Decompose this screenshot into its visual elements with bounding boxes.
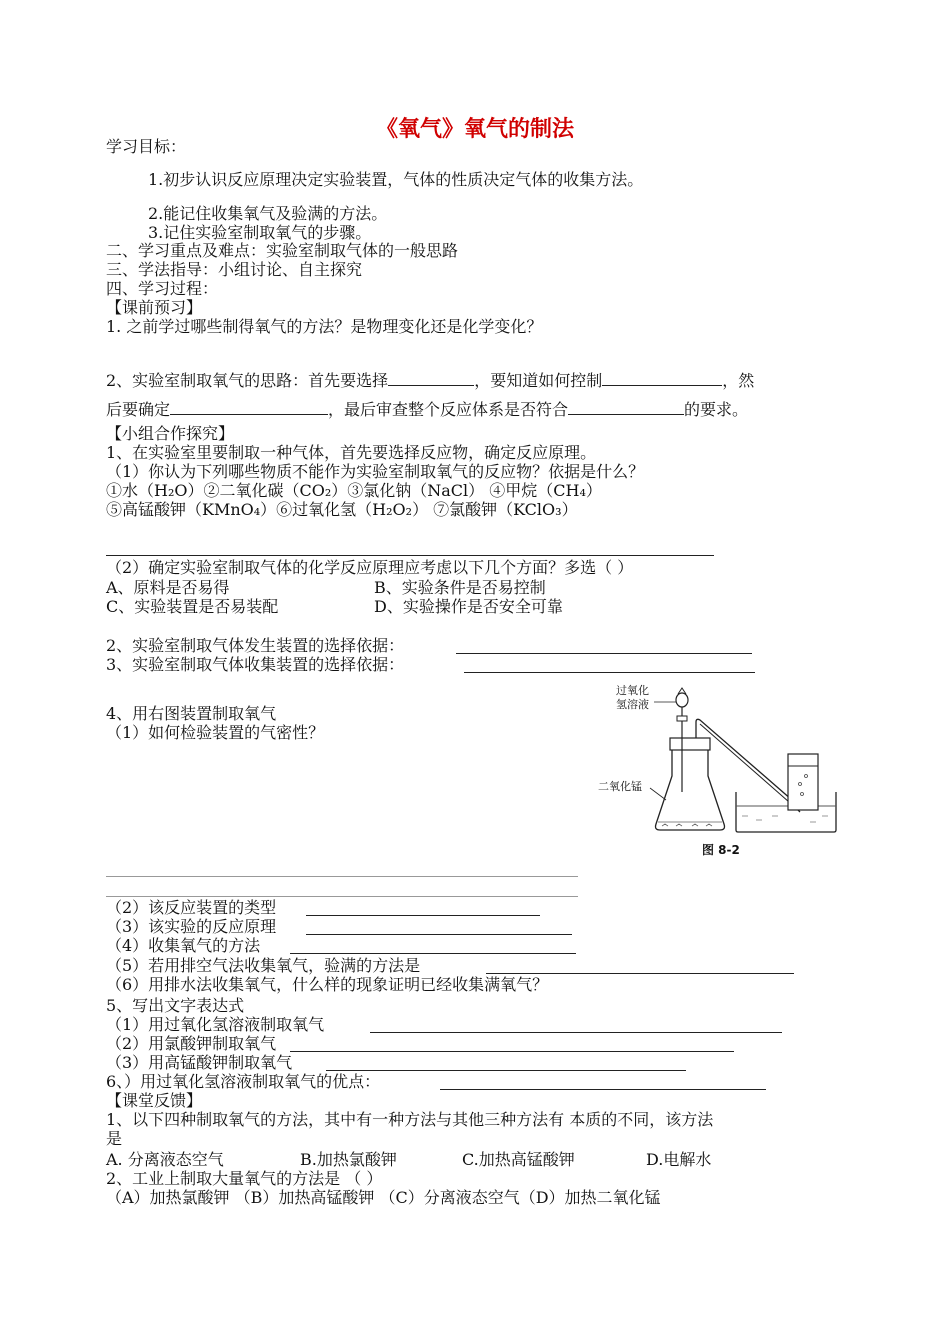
group-question-4-6: （6）用排水法收集氧气，什么样的现象证明已经收集满氧气？ [106,975,549,994]
group-question-3: 3、实验室制取气体收集装置的选择依据： [106,655,405,674]
substances-line-2: ⑤高锰酸钾（KMnO₄）⑥过氧化氢（H₂O₂） ⑦氯酸钾（KClO₃） [106,500,578,519]
group-question-4-5: （5）若用排空气法收集氧气，验满的方法是 [106,956,421,975]
answer-blank[interactable] [388,370,474,386]
option-b: B、实验条件是否易控制 [374,578,546,597]
feedback-question-1-line-2: 是 [106,1129,123,1148]
page-title: 《氧气》氧气的制法 [375,117,574,142]
group-question-1-2: （2）确定实验室制取气体的化学反应原理应考虑以下几个方面？多选（ ） [106,558,634,577]
group-question-5-3: （3）用高锰酸钾制取氧气 [106,1053,293,1072]
label-hydrogen-peroxide-2: 氢溶液 [616,698,649,711]
feedback-question-2: 2、工业上制取大量氧气的方法是 （ ） [106,1169,383,1188]
group-question-2: 2、实验室制取气体发生装置的选择依据： [106,636,405,655]
option-c: C、实验装置是否易装配 [106,597,279,616]
collection-bottle [788,754,818,810]
group-question-5-2: （2）用氯酸钾制取氧气 [106,1034,277,1053]
q2-text-a1: 2、实验室制取氧气的思路：首先要选择 [106,371,389,390]
group-heading: 【小组合作探究】 [106,424,235,443]
apparatus-figure [596,680,846,858]
q2-text-a3: ，然 [722,371,755,390]
answer-line[interactable] [464,672,755,673]
answer-line[interactable] [106,555,714,556]
conical-flask [656,750,725,830]
objective-1: 1.初步认识反应原理决定实验装置，气体的性质决定气体的收集方法。 [148,170,644,189]
feedback-option-c: C.加热高锰酸钾 [462,1150,575,1169]
group-question-4-2: （2）该反应装置的类型 [106,898,277,917]
stopcock [677,716,687,721]
answer-blank[interactable] [602,370,722,386]
preview-question-2-line-1 [106,370,754,390]
group-question-4-1: （1）如何检验装置的气密性？ [106,723,325,742]
feedback-heading: 【课堂反馈】 [106,1091,203,1110]
objective-2: 2.能记住收集氧气及验满的方法。 [148,204,388,223]
option-a: A、原料是否易得 [106,578,230,597]
group-question-6: 6、）用过氧化氢溶液制取氧气的优点： [106,1072,381,1091]
feedback-option-d: D.电解水 [646,1150,712,1169]
q2-text-b2: ，最后审查整个反应体系是否符合 [328,400,569,419]
answer-line[interactable] [440,1089,766,1090]
group-question-5: 5、写出文字表达式 [106,996,245,1015]
feedback-option-b: B.加热氯酸钾 [300,1150,397,1169]
preview-heading: 【课前预习】 [106,298,203,317]
method-line: 三、学法指导：小组讨论、自主探究 [106,260,363,279]
objective-3: 3.记住实验室制取氧气的步骤。 [148,223,372,242]
label-manganese-dioxide: 二氧化锰 [598,780,642,793]
group-question-5-1: （1）用过氧化氢溶液制取氧气 [106,1015,325,1034]
answer-line[interactable] [306,915,540,916]
feedback-question-2-options: （A）加热氯酸钾 （B）加热高锰酸钾 （C）分离液态空气（D）加热二氧化锰 [106,1188,661,1207]
objectives-heading: 学习目标： [106,137,187,156]
answer-line[interactable] [370,1032,782,1033]
q2-text-b3: 的要求。 [684,400,749,419]
rubber-stopper [670,738,710,750]
key-points-line: 二、学习重点及难点：实验室制取气体的一般思路 [106,241,459,260]
group-question-1: 1、在实验室里要制取一种气体，首先要选择反应物，确定反应原理。 [106,443,597,462]
answer-line[interactable] [486,973,794,974]
answer-line[interactable] [290,1051,734,1052]
group-question-4-3: （3）该实验的反应原理 [106,917,277,936]
group-question-1-1: （1）你认为下列哪些物质不能作为实验室制取氧气的反应物？依据是什么？ [106,462,645,481]
group-question-4-4: （4）收集氧气的方法 [106,936,261,955]
q2-text-a2: ，要知道如何控制 [474,371,603,390]
answer-blank[interactable] [568,399,684,415]
group-question-4: 4、用右图装置制取氧气 [106,704,277,723]
separatory-funnel-bulb [676,693,688,707]
answer-line[interactable] [326,1070,686,1071]
label-hydrogen-peroxide-1: 过氧化 [616,684,649,697]
process-line: 四、学习过程： [106,279,219,298]
figure-caption: 图 8-2 [702,843,740,857]
answer-line[interactable] [106,876,578,877]
feedback-option-a: A. 分离液态空气 [106,1150,224,1169]
option-d: D、实验操作是否安全可靠 [374,597,563,616]
q2-text-b1: 后要确定 [106,400,171,419]
preview-question-1: 1. 之前学过哪些制得氧气的方法？是物理变化还是化学变化？ [106,317,543,336]
preview-question-2-line-2 [106,399,748,419]
answer-blank[interactable] [170,399,328,415]
feedback-question-1-line-1: 1、以下四种制取氧气的方法，其中有一种方法与其他三种方法有 本质的不同，该方法 [106,1110,714,1129]
answer-line[interactable] [290,953,576,954]
substances-line-1: ①水（H₂O）②二氧化碳（CO₂）③氯化钠（NaCl） ④甲烷（CH₄） [106,481,602,500]
answer-line[interactable] [456,653,752,654]
water-trough [736,792,836,832]
answer-line[interactable] [306,934,572,935]
answer-line[interactable] [106,896,578,897]
